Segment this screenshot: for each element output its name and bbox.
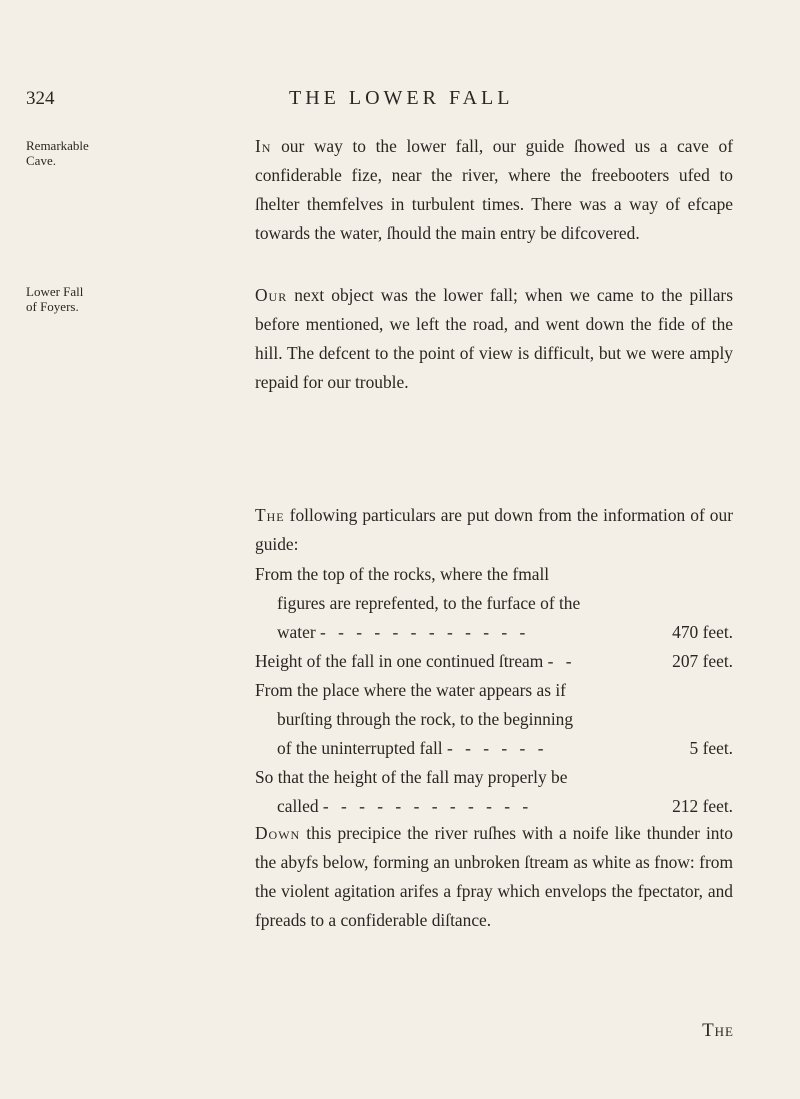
running-head: THE LOWER FALL	[289, 87, 514, 109]
measurement-list	[255, 560, 733, 821]
margin-note-line: Remarkable	[26, 138, 89, 153]
measurement-value: 470 feet.	[672, 622, 733, 642]
paragraph-precipice	[255, 819, 733, 935]
measurement-row	[255, 647, 733, 676]
paragraph-text: next object was the lower fall; when we came to the pillars before mentioned, we left the road, and went down the fide of the hill. The defcent to the point of view is difficult, but we were amply repaid for our trouble.	[255, 285, 733, 392]
paragraph-lead: In	[255, 136, 272, 156]
paragraph-lead: Our	[255, 285, 288, 305]
leader-dashes: - - - - - - - - - - - -	[322, 796, 533, 816]
measurement-line: Height of the fall in one continued ſtream	[255, 651, 544, 671]
margin-note-line: Lower Fall	[26, 284, 84, 299]
margin-note-lower-fall	[26, 284, 116, 314]
measurement-line: So that the height of the fall may properly be	[255, 767, 568, 787]
measurement-value: 5 feet.	[689, 738, 733, 758]
margin-note-remarkable-cave	[26, 138, 116, 168]
leader-dashes: - -	[547, 651, 576, 671]
paragraph-text: following particulars are put down from the information of our guide:	[255, 505, 733, 554]
catchword: The	[702, 1020, 734, 1041]
paragraph-lead: Down	[255, 823, 301, 843]
page-number: 324	[26, 88, 55, 109]
measurement-value: 207 feet.	[672, 651, 733, 671]
measurement-label	[255, 763, 667, 821]
paragraph-lead: The	[255, 505, 285, 525]
measurement-row	[255, 676, 733, 763]
measurement-row	[255, 560, 733, 647]
measurement-line: figures are reprefented, to the furface of the	[277, 593, 581, 613]
paragraph-lower-fall	[255, 281, 733, 397]
measurement-line: called - - - - - - - - - - - -	[277, 796, 533, 816]
measurement-line: burſting through the rock, to the beginning	[277, 709, 574, 729]
paragraph-cave	[255, 132, 733, 248]
paragraph-text: this precipice the river ruſhes with a noife like thunder into the abyfs below, forming an unbroken ſtream as white as fnow: from the violent agitation arifes a fpray which envelops the fpectator, and fpreads to a confiderable diſtance.	[255, 823, 733, 930]
measurement-label	[255, 560, 667, 647]
margin-note-line: of Foyers.	[26, 299, 79, 314]
margin-note-line: Cave.	[26, 153, 56, 168]
measurement-row	[255, 763, 733, 821]
measurement-label	[255, 647, 667, 676]
measurement-line: of the uninterrupted fall - - - - - -	[277, 738, 548, 758]
measurement-line: From the place where the water appears as if	[255, 680, 566, 700]
leader-dashes: - - - - - - - - - - - -	[319, 622, 530, 642]
measurement-value: 212 feet.	[672, 796, 733, 816]
measurement-label	[255, 676, 667, 763]
paragraph-particulars	[255, 501, 733, 559]
measurement-line: water - - - - - - - - - - - -	[277, 622, 530, 642]
leader-dashes: - - - - - -	[447, 738, 548, 758]
measurement-line: From the top of the rocks, where the fmall	[255, 564, 550, 584]
paragraph-text: our way to the lower fall, our guide ſhowed us a cave of confiderable fize, near the river, where the freebooters ufed to ſhelter themfelves in turbulent times. There was a way of efcape towards the water, ſhould the main entry be difcovered.	[255, 136, 733, 243]
